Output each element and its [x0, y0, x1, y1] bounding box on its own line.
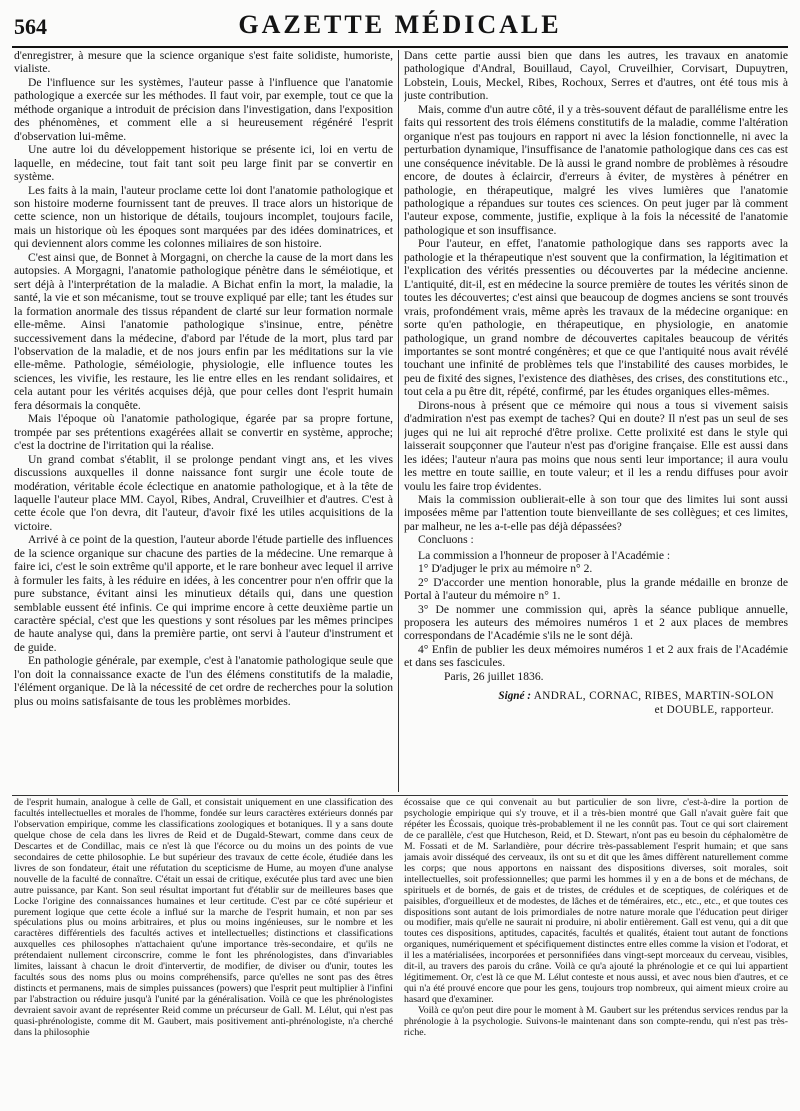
- paragraph: Mais l'époque où l'anatomie pathologique, égarée par sa propre fortune, trompée par ses prétentions exagérées allait se convertir en système, approche; c'est la doctrine de l'irritation qui la réalise.: [14, 412, 393, 453]
- paragraph: Mais la commission oublierait-elle à son tour que des limites lui sont aussi imposées même par l'attention toute bienveillante de ses collègues; et ces limites, par malheur, ne les a-t-elle pas déjà dépassées?: [404, 492, 788, 533]
- conclusion-item: 4° Enfin de publier les deux mémoires numéros 1 et 2 aux frais de l'Académie et dans ses fascicules.: [404, 642, 788, 670]
- paragraph: De l'influence sur les systèmes, l'auteur passe à l'influence que l'anatomie pathologique a exercée sur les méthodes. Il faut voir, par exemple, tout ce que la méthode organique a introduit de précision dans l'investigation, dans l'exposition des phénomènes, et comment elle a si heureusement régénéré l'esprit d'observation lui-même.: [14, 75, 393, 143]
- conclusion-item: 2° D'accorder une mention honorable, plus la grande médaille en bronze de Portal à l'auteur du mémoire n° 1.: [404, 575, 788, 603]
- header-divider: [12, 46, 788, 48]
- paragraph: Arrivé à ce point de la question, l'auteur aborde l'étude partielle des influences de la science organique sur chacune des parties de la médecine. Une remarque à faire ici, c'est le soin extrême qu'il apporte, et le rare bonheur avec lequel il arrive à formuler les faits, à les réduire en idées, à les concentrer pour n'en offrir que la pure substance, évitant ainsi les minutieux détails qui, dans une question semblable eussent été infinis. Ce qui imprime encore à cette deuxième partie un caractère spécial, c'est que les questions y sont résolues par les mêmes principes de haute analyse qui, dans la première partie, ont servi à l'auteur d'instrument et de guide.: [14, 533, 393, 654]
- upper-left-column: [14, 49, 393, 793]
- lower-right-column: [404, 798, 788, 1106]
- paragraph: Voilà ce qu'on peut dire pour le moment à M. Gaubert sur les prétendus services rendus par la phrénologie à la psychologie. Suivons-le maintenant dans son compte-rendu, qui n'est pas très-riche.: [404, 1005, 788, 1039]
- signatures: [404, 689, 788, 717]
- conclusion-item: 3° De nommer une commission qui, après la séance publique annuelle, proposera les auteurs des mémoires numéros 1 et 2 aux places de membres correspondans de l'Académie s'ils ne le sont déjà.: [404, 602, 788, 643]
- paragraph: Un grand combat s'établit, il se prolonge pendant vingt ans, et les vives discussions auxquelles il donne naissance font surgir une école toute de modération, véritable école éclectique en anatomie pathologique, et à la tête de laquelle l'auteur place MM. Cayol, Ribes, Andral, Cruveilhier et d'autres. C'est à cette école que l'on devra, dit l'auteur, d'avoir fixé les utiles acquisitions de la victoire.: [14, 452, 393, 533]
- paragraph: Les faits à la main, l'auteur proclame cette loi dont l'anatomie pathologique et son histoire moderne fournissent tant de preuves. Il trace alors un historique de cette science, non un historique de détails, toujours incomplet, toujours facile, mais un historique où les époques sont marquées par des idées dominatrices, et qui deviennent alors comme les colonnes miliaires de son histoire.: [14, 183, 393, 251]
- paragraph: Dirons-nous à présent que ce mémoire qui nous a tous si vivement saisis d'admiration n'est pas exempt de taches? Qui en doute? Il n'est pas un seul de ses juges qui ne lui ait reproché d'être prolixe. Cette prolixité est dans le style qui laisserait soupçonner que l'auteur n'est pas d'origine française. Elle est aussi dans les idées; l'auteur n'aura pas moins que nous senti leur importance; il aura voulu les mettre en toute saillie, en toute valeur; et il les a rendu diffuses pour avoir voulu les faire trop évidentes.: [404, 398, 788, 493]
- paragraph: Une autre loi du développement historique se présente ici, loi en vertu de laquelle, en médecine, tout fait tant soit peu large finit par se convertir en système.: [14, 143, 393, 184]
- upper-right-column: [404, 49, 788, 793]
- signatories-line-2: et DOUBLE, rapporteur.: [654, 704, 774, 717]
- conclusions-heading: Concluons :: [418, 533, 474, 547]
- section-divider: [12, 795, 788, 796]
- paragraph: de l'esprit humain, analogue à celle de Gall, et consistait uniquement en une classification des facultés intellectuelles et morales de l'homme, fondée sur leurs caractères extérieurs donnés par l'observation empirique, comme les classifications zoologiques et botaniques. Il y a sans doute quelque chose de cela dans les livres de Reid et de Dugald-Stewart, comme dans ceux de Descartes et de Condillac, mais ce n'est là que l'écorce ou du moins un des points de vue secondaires de cette philosophie. Le but supérieur des travaux de cette école, étudiée dans les livres de son fondateur, était une réfutation du scepticisme de Hume, au moyen d'une analyse nouvelle de la faculté de connaître. C'était un essai de critique, exécutée plus tard avec une bien autre puissance, par Kant. Son seul résultat important fut d'établir sur de meilleures bases que Locke l'origine des connaissances humaines et leur certitude. C'est par ce côté supérieur et purement logique que cette école a influé sur la marche de l'esprit humain, et non par ses spéculations plus ou moins arbitraires, et plus ou moins ingénieuses, sur le nombre et les caractères différentiels des facultés actives et intellectuelles; distinctions et classifications auxquelles ces philosophes n'attachaient qu'une importance très-secondaire, et qu'ils ne prétendaient nullement circonscrire, comme le font les phrénologistes, dans d'invariables limites, laissant à chacun le droit d'intervertir, de modifier, de diviser ou d'unir, toutes les facultés sous des noms plus ou moins compréhensifs, parce qu'elles ne sont pas des êtres distincts et permanens, mais de simples puissances (powers) que l'esprit peut multiplier à l'infini par l'abstraction ou réduire jusqu'à l'unité par la généralisation. Voilà ce que les phrénologistes devraient savoir avant de représenter Reid comme un précurseur de Gall. M. Lélut, qui n'est pas quasi-phrénologiste, comme dit M. Gaubert, mais positivement anti-phrénologiste, n'a cherché dans la philosophie: [14, 798, 393, 1039]
- report-date: Paris, 26 juillet 1836.: [444, 669, 544, 683]
- signatories-line-1: ANDRAL, CORNAC, RIBES, MARTIN-SOLON: [533, 690, 774, 703]
- paragraph: Dans cette partie aussi bien que dans les autres, les travaux en anatomie pathologique d'Andral, Bouillaud, Cayol, Cruveilhier, Corvisart, Dupuytren, Lobstein, Louis, Meckel, Ribes, Rochoux, Serres et d'autres, ont été tous mis à juste contribution.: [404, 49, 788, 103]
- paragraph: Pour l'auteur, en effet, l'anatomie pathologique dans ses rapports avec la pathologie et la thérapeutique n'est souvent que la confirmation, la légitimation et l'explication des vérités pressenties ou découvertes par la médecine ancienne. L'antiquité, dit-il, est en médecine la source première de toutes les vérités sinon de toutes les découvertes; c'est ainsi que beaucoup de dogmes anciens se sont trouvés vrais, profondément vrais, même après les travaux de la médecine organique: en sorte qu'en pathologie, en thérapeutique, en physiologie, en anatomie pathologique, un grand nombre de découvertes capitales beaucoup de vérités importantes se sont montré congénères; et que ce que l'antiquité nous avait révélé touchant une infinité de problèmes tels que l'instabilité des causes morbides, le peu de fixité des signes, l'existence des diathèses, des crises, des constitutions etc., tout cela a pu être dit, répété, confirmé, par les études organiques elles-mêmes.: [404, 237, 788, 399]
- paragraph: écossaise que ce qui convenait au but particulier de son livre, c'est-à-dire la portion de psychologie empirique qui s'y trouve, et il a très-bien montré que Gall n'avait guère fait que répéter les Écossais, quoique très-probablement il ne les connût pas. Tout ce qui sort clairement de ce parallèle, c'est que Hutcheson, Reid, et D. Stewart, n'ont pas eu besoin du céphalomètre de M. Fossati et de M. Sarlandière, pour décrire très-passablement l'esprit humain; et que sans jamais avoir disséqué des cerveaux, ils ont su et dit que les âmes diffèrent naturellement comme les corps; que nous apportons en naissant des dispositions diverses, soit morales, soit intellectuelles, soit professionnelles; que parmi les hommes il y en a de bons et de méchans, de spirituels et de bornés, de gais et de tristes, de crédules et de sceptiques, de colériques et de paisibles, d'orgueilleux et de modestes, de lâches et de téméraires, etc., etc., etc., et que toutes ces dispositions sont autant de lois primordiales de notre nature morale que l'éducation peut diriger ou modifier, mais qu'elle ne saurait ni produire, ni abolir entièrement. Gall est venu, qui a dit que toutes ces dispositions, aptitudes, capacités, facultés et qualités, étaient tout autant de fonctions organiques, numériquement et spécifiquement distinctes entre elles comme la vision et l'odorat, et il les a matérialisées, incorporées et personnifiées dans vingt-sept morceaux du cerveau, visibles, dit-il, au travers des parois du crâne. Voilà ce qu'a ajouté la phrénologie et ce qui lui appartient légitimement. Or, c'est là ce que M. Lélut conteste et nous aussi, et avec nous bien d'autres, et ce qui n'a été prouvé encore que pour les gens, toujours trop nombreux, qui aiment mieux croire au hasard que d'examiner.: [404, 798, 788, 1006]
- conclusion-item: La commission a l'honneur de proposer à l'Académie :: [418, 548, 671, 562]
- column-divider: [398, 50, 399, 792]
- conclusion-item: 1° D'adjuger le prix au mémoire n° 2.: [418, 562, 593, 576]
- paragraph: En pathologie générale, par exemple, c'est à l'anatomie pathologique seule que l'on doit la connaissance exacte de l'un des élémens constitutifs de la maladie, l'élément organique. De là la nécessité de cet ordre de recherches pour la solution plus ou moins satisfaisante de tous les problèmes morbides.: [14, 654, 393, 708]
- paragraph: d'enregistrer, à mesure que la science organique s'est faite solidiste, humoriste, vialiste.: [14, 49, 393, 76]
- journal-title: GAZETTE MÉDICALE: [238, 10, 562, 39]
- paragraph: Mais, comme d'un autre côté, il y a très-souvent défaut de parallélisme entre les faits qui ressortent des trois élémens constitutifs de la maladie, comme l'altération organique n'est pas toujours en rapport ni avec la lésion fonctionnelle, ni avec la perturbation dynamique, l'insuffisance de l'anatomie pathologique dans ces cas est une conséquence inévitable. De là aussi le grand nombre de problèmes à résoudre encore, de doutes à éclaircir, d'erreurs à éviter, de mystères à pénétrer en pathologie, en thérapeutique, malgré les vives lumières que l'anatomie pathologique a répandues sur toutes ces sciences. On peut juger par là comment l'auteur expose, commente, justifie, explique à la fois la nécessité de l'anatomie pathologique et son insuffisance.: [404, 102, 788, 237]
- paragraph: C'est ainsi que, de Bonnet à Morgagni, on cherche la cause de la mort dans les autopsies. A Morgagni, l'anatomie pathologique pénètre dans le séméiotique, et sert déjà à l'interprétation de la maladie. A Bichat enfin la mort, la maladie, la santé, la vie et son mécanisme, tout se trouve expliqué par elle; tant les études sur la formation anormale des tissus répandent de clarté sur leur formation normale elle-même. Ainsi l'anatomie pathologique s'insinue, entre, pénètre successivement dans la médecine, d'abord par l'étude de la mort, plus tard par l'observation de la maladie, et de nos jours enfin par les méditations sur la vie elle-même. Pathologie, séméiologie, physiologie, elle influence toutes les sciences, les vivifie, les restaure, les lie entre elles en les rendant solidaires, et cela autant pour les vérités acquises déjà, que pour celles dont l'esprit humain fera désormais la conquête.: [14, 250, 393, 412]
- signed-label: Signé :: [498, 690, 531, 703]
- page-number: 564: [14, 14, 47, 39]
- lower-left-column: [14, 798, 393, 1106]
- page-header: [12, 6, 788, 44]
